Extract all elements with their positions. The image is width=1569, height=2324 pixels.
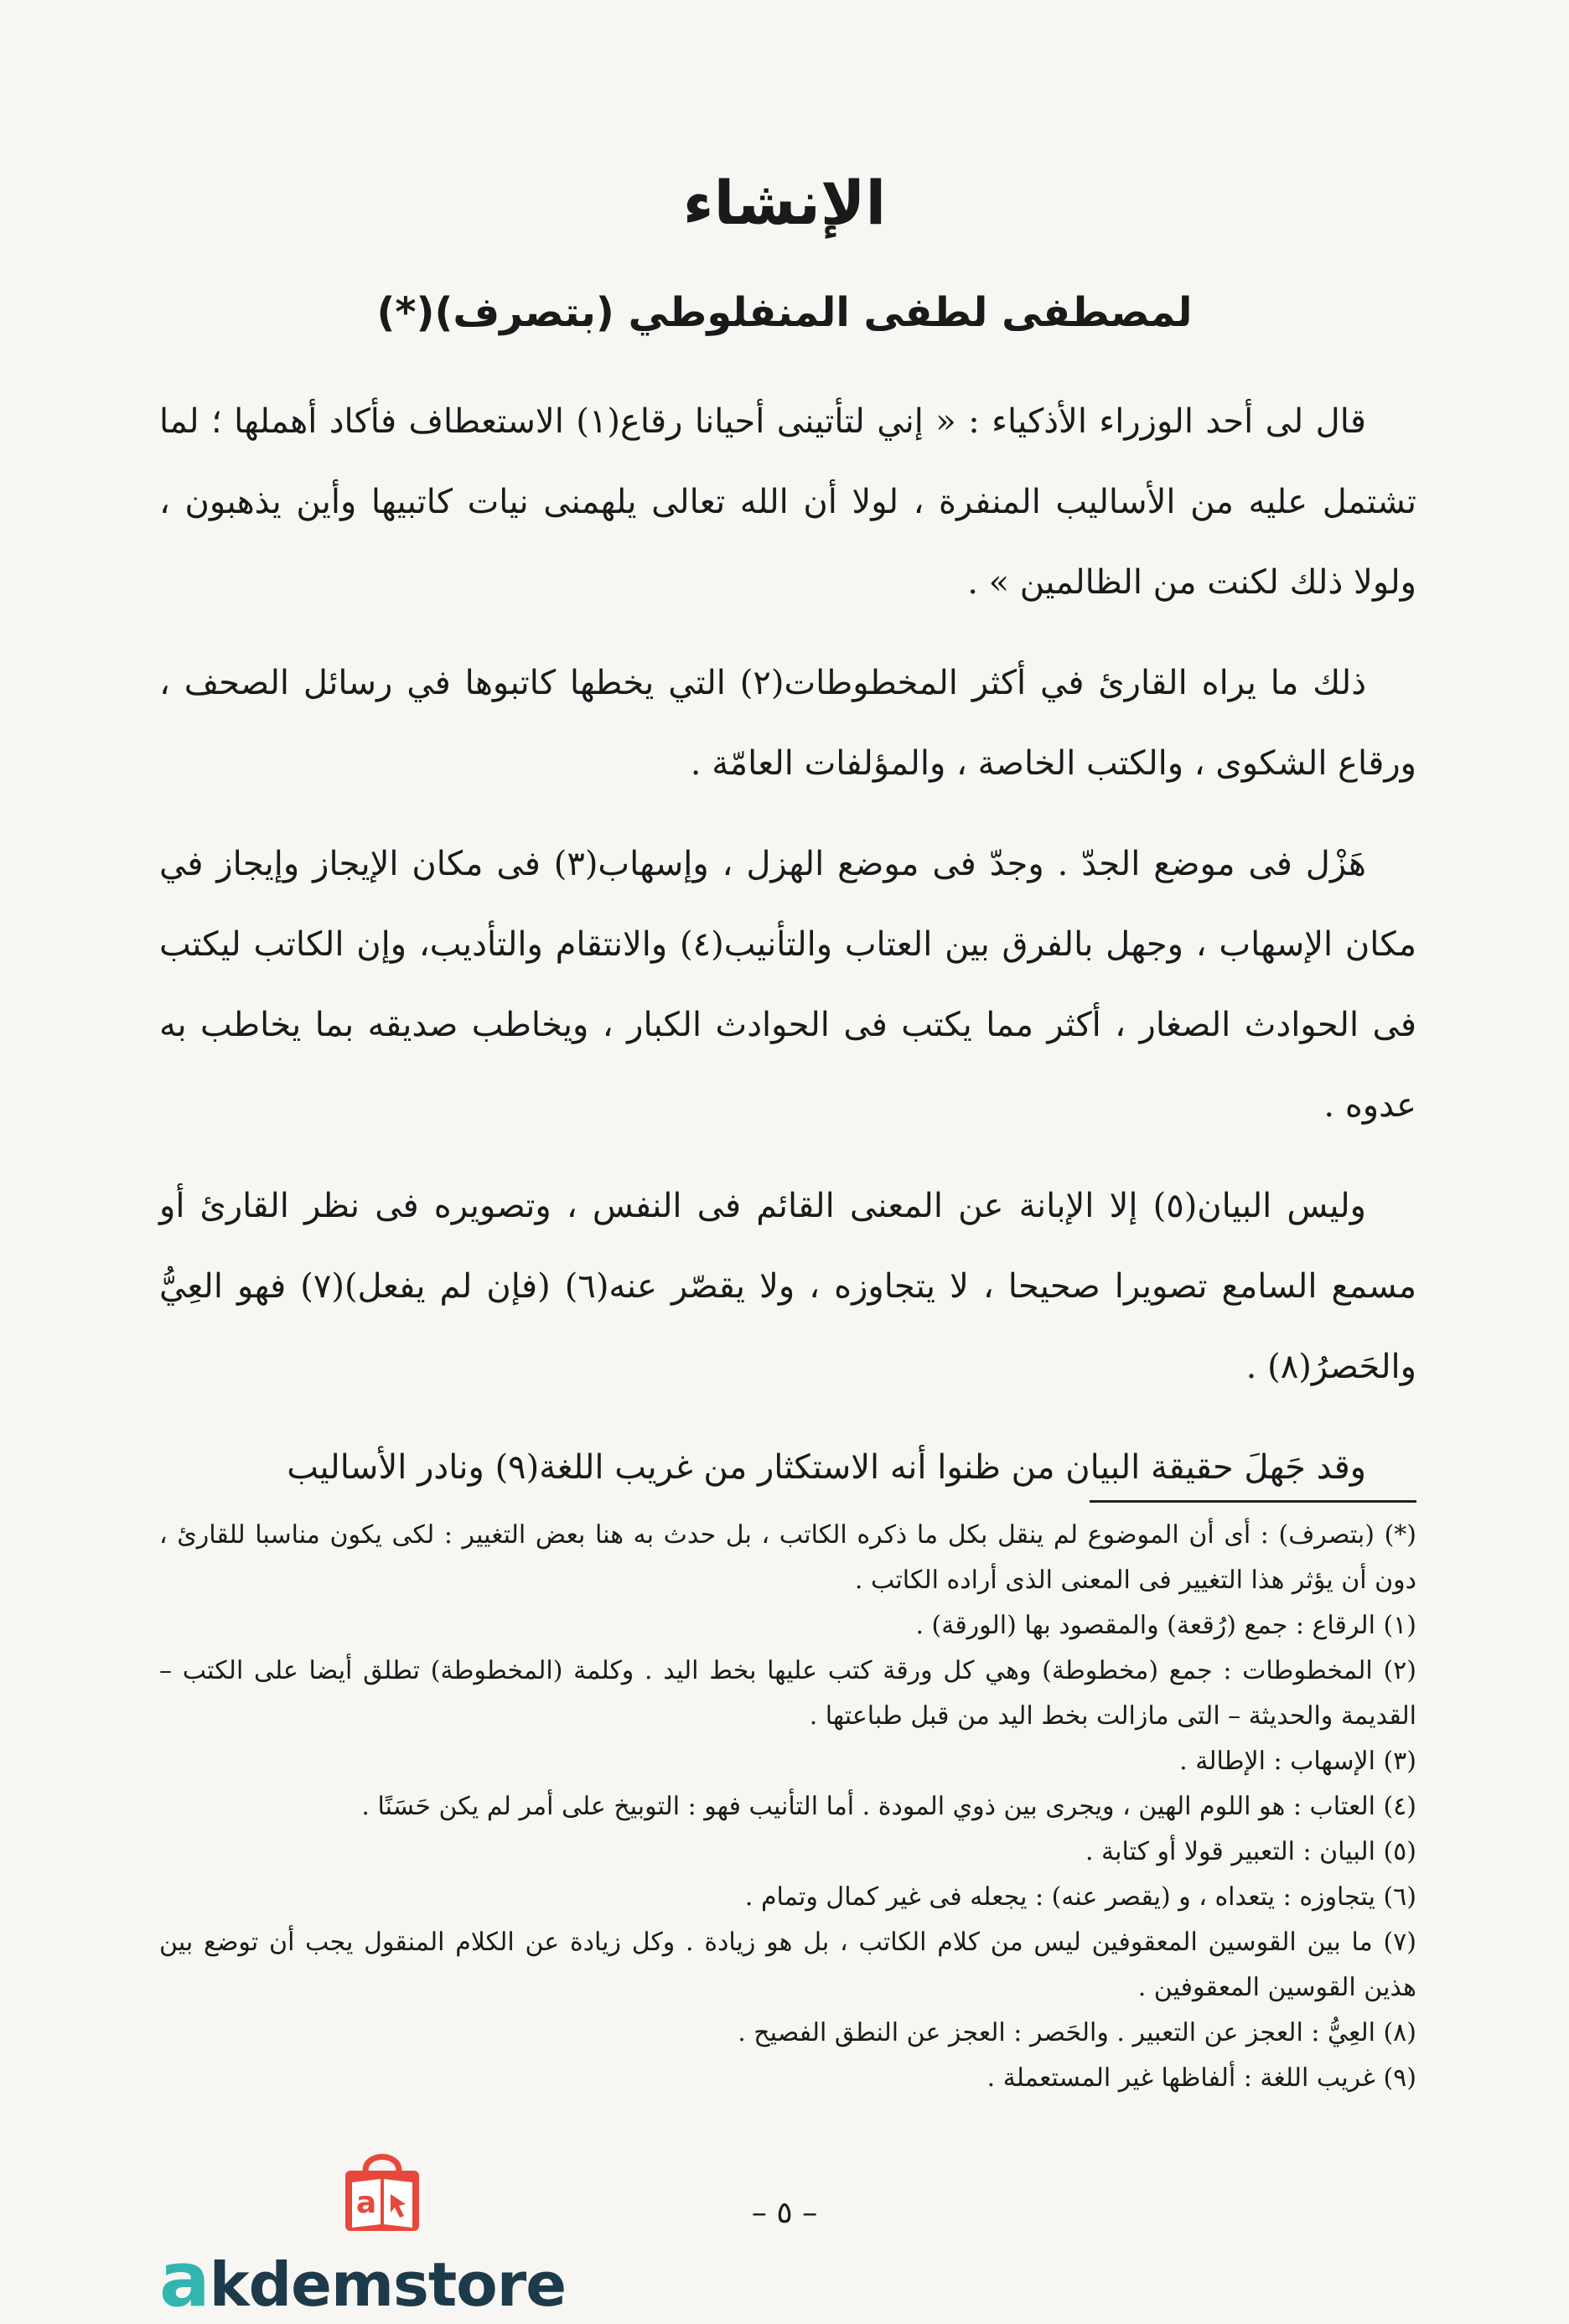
shopping-bag-book-icon (335, 2145, 429, 2239)
brand-name (159, 2236, 566, 2324)
footnote: (٣) الإسهاب : الإطالة . (1179, 1747, 1416, 1776)
paragraph: قال لى أحد الوزراء الأذكياء : « إني لتأتينى أحيانا رقاع(١) الاستعطاف فأكاد أهملها ؛ لما تشتمل عليه من الأساليب المنفرة ، لولا أن الله تعالى يلهمنى نيات كاتبيها وأين يذهبون ، ولولا ذلك لكنت من الظالمين » . (159, 402, 1416, 602)
page-subtitle: لمصطفى لطفى المنفلوطي (بتصرف)(*) (376, 289, 1193, 336)
paragraph: ذلك ما يراه القارئ في أكثر المخطوطات(٢) التي يخطها كاتبوها في رسائل الصحف ، ورقاع الشكوى ، والكتب الخاصة ، والمؤلفات العامّة . (159, 664, 1416, 783)
paragraph: وقد جَهلَ حقيقة البيان من ظنوا أنه الاستكثار من غريب اللغة(٩) ونادر الأساليب (287, 1448, 1366, 1487)
logo-icon-letter: a (355, 2186, 377, 2220)
body-text (159, 381, 1416, 1528)
paragraph: وليس البيان(٥) إلا الإبانة عن المعنى القائم فى النفس ، وتصويره فى نظر القارئ أو مسمع السامع تصويرا صحيحا ، لا يتجاوزه ، ولا يقصّر عنه(٦) (فإن لم يفعل)(٧) فهو العِيُّ والحَصرُ(٨) . (159, 1187, 1416, 1386)
footnote: (٥) البيان : التعبير قولا أو كتابة . (1085, 1837, 1416, 1866)
page-title: الإنشاء (682, 168, 887, 238)
footnote: (٩) غريب اللغة : ألفاظها غير المستعملة . (986, 2063, 1416, 2093)
footnote-divider (1090, 1500, 1416, 1503)
footnote: (٧) ما بين القوسين المعقوفين ليس من كلام الكاتب ، بل هو زيادة . وكل زيادة عن الكلام المنقول يجب أن توضع بين هذين القوسين المعقوفين . (159, 1928, 1416, 2002)
store-logo (159, 2145, 612, 2324)
brand-name-first: a (159, 2236, 210, 2324)
page-number: – ٥ – (751, 2196, 818, 2230)
footnote: (٤) العتاب : هو اللوم الهين ، ويجرى بين ذوي المودة . أما التأنيب فهو : التوبيخ على أمر لم يكن حَسَنًا . (361, 1792, 1416, 1821)
paragraph: هَزْل فى موضع الجدّ . وجدّ فى موضع الهزل ، وإسهاب(٣) فى مكان الإيجاز وإيجاز في مكان الإسهاب ، وجهل بالفرق بين العتاب والتأنيب(٤) والانتقام والتأديب، وإن الكاتب ليكتب فى الحوادث الصغار ، أكثر مما يكتب فى الحوادث الكبار ، ويخاطب صديقه بما يخاطب به عدوه . (159, 845, 1416, 1125)
footnotes (159, 1513, 1416, 2101)
footnote: (٨) العِيُّ : العجز عن التعبير . والحَصر : العجز عن النطق الفصيح . (738, 2018, 1416, 2047)
footnote: (١) الرقاع : جمع (رُقعة) والمقصود بها (الورقة) . (915, 1611, 1416, 1640)
footnote: (*) (بتصرف) : أى أن الموضوع لم ينقل بكل ما ذكره الكاتب ، بل حدث به هنا بعض التغيير : لكى يكون مناسبا للقارئ ، دون أن يؤثر هذا التغيير فى المعنى الذى أراده الكاتب . (159, 1520, 1416, 1595)
footnote: (٦) يتجاوزه : يتعداه ، و (يقصر عنه) : يجعله فى غير كمال وتمام . (744, 1882, 1416, 1912)
footnote: (٢) المخطوطات : جمع (مخطوطة) وهي كل ورقة كتب عليها بخط اليد . وكلمة (المخطوطة) تطلق أيضا على الكتب – القديمة والحديثة – التى مازالت بخط اليد من قبل طباعتها . (159, 1656, 1416, 1731)
brand-name-rest: kdemstore (209, 2249, 567, 2320)
